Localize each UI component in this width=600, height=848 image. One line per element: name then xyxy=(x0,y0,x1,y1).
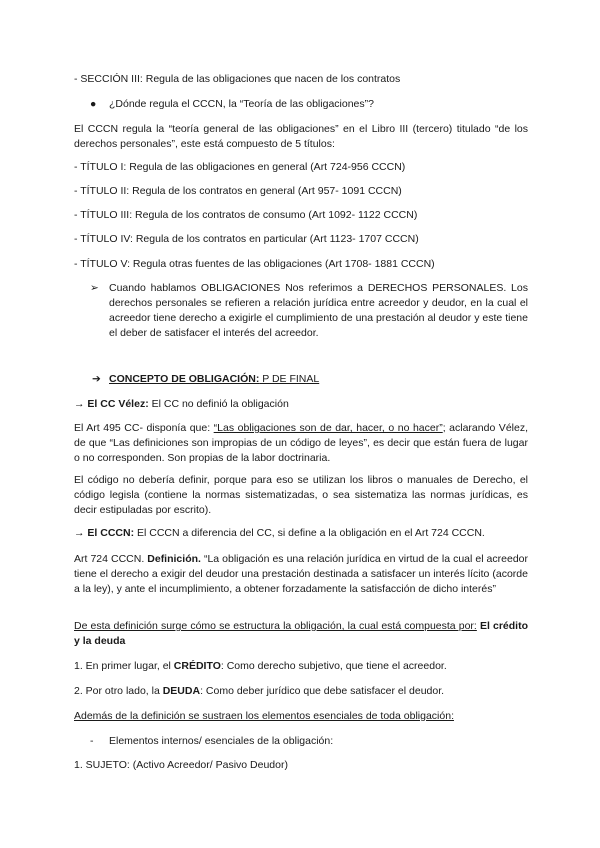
dash-bullet: - xyxy=(90,735,94,747)
titulo-i-line: - TÍTULO I: Regula de las obligaciones en general (Art 724-956 CCCN) xyxy=(74,161,406,173)
concepto-heading xyxy=(109,372,319,387)
art-495-intro: El Art 495 CC- disponía que: xyxy=(74,422,214,434)
art-724-definicion-label: Definición. xyxy=(147,553,201,565)
titulo-ii-line: - TÍTULO II: Regula de los contratos en general (Art 957- 1091 CCCN) xyxy=(74,185,402,197)
codigo-paragraph: El código no debería definir, porque para eso se utilizan los libros o manuales de Derecho, el código legisla (contiene la normas sistematizadas, o sea sistematiza las normas jurídicas, es decir estipuladas por escrito). xyxy=(74,474,528,516)
right-arrow-icon: → xyxy=(74,527,88,539)
art-724-paragraph xyxy=(74,552,528,597)
elementos-line: Elementos internos/ esenciales de la obligación: xyxy=(109,735,334,747)
right-arrow-icon: → xyxy=(74,398,88,410)
ademas-line: Además de la definición se sustraen los elementos esenciales de toda obligación: xyxy=(74,710,454,722)
cc-velez-line xyxy=(74,397,528,412)
concepto-arrow-icon: ➔ xyxy=(92,373,101,385)
concepto-note: P DE FINAL xyxy=(259,373,320,385)
estructura-paragraph xyxy=(74,619,528,649)
credito-intro: 1. En primer lugar, el xyxy=(74,660,174,672)
concepto-title: CONCEPTO DE OBLIGACIÓN: xyxy=(109,373,260,385)
credito-label: CRÉDITO xyxy=(173,660,221,672)
credito-deuda-label: El crédito y la deuda xyxy=(74,620,529,647)
derechos-personales-paragraph: Cuando hablamos OBLIGACIONES Nos referimos a DERECHOS PERSONALES. Los derechos personales se refieren a relación jurídica entre acreedor y deudor, en la cual el acreedor tiene derecho a exigirle el cumplimiento de una prestación al deudor y este tiene el deber de satisfacer el interés del acreedor. xyxy=(109,282,528,339)
arrowhead-bullet-icon: ➢ xyxy=(90,282,99,294)
credito-line xyxy=(74,659,528,674)
titulo-iii-line: - TÍTULO III: Regula de los contratos de consumo (Art 1092- 1122 CCCN) xyxy=(74,209,418,221)
cccn-label: El CCCN: xyxy=(87,527,135,539)
deuda-intro: 2. Por otro lado, la xyxy=(74,685,163,697)
intro-paragraph: El CCCN regula la “teoría general de las obligaciones” en el Libro III (tercero) titulado “de los derechos personales”, este está compuesto de 5 títulos: xyxy=(74,123,528,150)
deuda-label: DEUDA xyxy=(162,685,201,697)
estructura-text: De esta definición surge cómo se estructura la obligación, la cual está compuesta por: xyxy=(74,620,477,632)
seccion-iii-line: - SECCIÓN III: Regula de las obligaciones que nacen de los contratos xyxy=(74,73,401,85)
cc-velez-label: El CC Vélez: xyxy=(87,398,149,410)
deuda-line xyxy=(74,684,528,699)
cccn-text: El CCCN a diferencia del CC, si define a la obligación en el Art 724 CCCN. xyxy=(134,527,485,539)
bullet-icon: ● xyxy=(90,98,97,110)
art-495-quote: “Las obligaciones son de dar, hacer, o no hacer” xyxy=(213,422,443,434)
titulo-v-line: - TÍTULO V: Regula otras fuentes de las obligaciones (Art 1708- 1881 CCCN) xyxy=(74,258,435,270)
cccn-line xyxy=(74,526,528,541)
sujeto-line: 1. SUJETO: (Activo Acreedor/ Pasivo Deudor) xyxy=(74,759,288,771)
art-495-paragraph xyxy=(74,421,528,466)
question-line: ¿Dónde regula el CCCN, la “Teoría de las obligaciones”? xyxy=(109,98,374,110)
titulo-iv-line: - TÍTULO IV: Regula de los contratos en particular (Art 1123- 1707 CCCN) xyxy=(74,233,419,245)
art-724-text: “La obligación es una relación jurídica en virtud de la cual el acreedor tiene el derecho a exigir del deudor una prestación destinada a satisfacer un interés lícito (acorde a la ley), y ante el incumplimiento, a obtener forzadamente la satisfacción de dicho interés” xyxy=(74,553,529,595)
deuda-text: : Como deber jurídico que debe satisfacer el deudor. xyxy=(200,685,445,697)
art-724-ref: Art 724 CCCN. xyxy=(74,553,148,565)
cc-velez-text: El CC no definió la obligación xyxy=(148,398,289,410)
credito-text: : Como derecho subjetivo, que tiene el acreedor. xyxy=(220,660,447,672)
art-495-rest: ; aclarando Vélez, de que “Las definiciones son impropias de un código de leyes”, es decir que están fuera de lugar o no corresponden. Son propias de la labor doctrinaria. xyxy=(74,422,528,464)
